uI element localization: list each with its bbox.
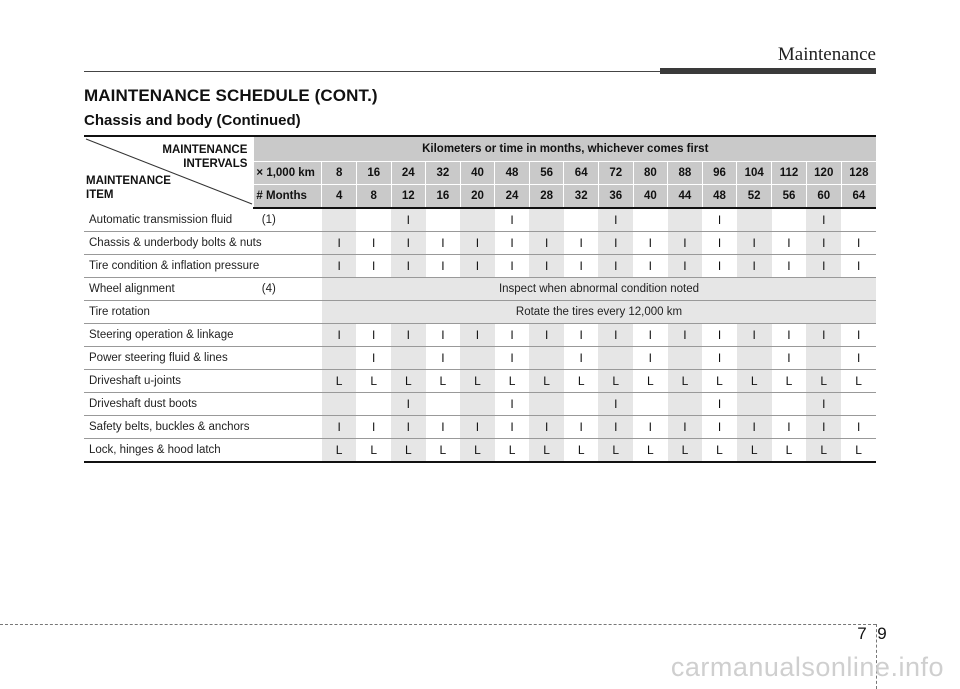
km-interval-120: 120 (806, 162, 841, 185)
months-interval-48: 48 (702, 185, 737, 209)
schedule-cell: L (495, 370, 530, 393)
schedule-cell: L (737, 439, 772, 463)
km-interval-72: 72 (598, 162, 633, 185)
schedule-cell: I (495, 347, 530, 370)
schedule-cell (460, 208, 495, 232)
schedule-cell: L (633, 370, 668, 393)
schedule-cell: I (633, 255, 668, 278)
km-interval-112: 112 (772, 162, 807, 185)
row-label (84, 208, 322, 232)
schedule-cell: I (495, 208, 530, 232)
schedule-cell: I (841, 232, 876, 255)
schedule-cell: L (702, 439, 737, 463)
km-interval-88: 88 (668, 162, 703, 185)
schedule-cell: I (529, 232, 564, 255)
maintenance-schedule-table (84, 135, 876, 463)
schedule-cell (633, 208, 668, 232)
schedule-cell: I (772, 416, 807, 439)
schedule-cell (668, 347, 703, 370)
schedule-cell: L (633, 439, 668, 463)
months-interval-32: 32 (564, 185, 599, 209)
schedule-cell: I (772, 347, 807, 370)
schedule-cell (841, 393, 876, 416)
schedule-cell: L (391, 439, 426, 463)
table-row (84, 255, 876, 278)
chapter-number: 7 (857, 624, 867, 643)
months-interval-28: 28 (529, 185, 564, 209)
months-header-label: # Months (254, 185, 322, 209)
watermark: carmanualsonline.info (670, 652, 944, 682)
schedule-cell: I (702, 393, 737, 416)
schedule-cell: I (737, 324, 772, 347)
schedule-cell: I (633, 416, 668, 439)
schedule-cell: I (633, 232, 668, 255)
schedule-cell: I (702, 208, 737, 232)
months-interval-24: 24 (495, 185, 530, 209)
schedule-cell: I (391, 255, 426, 278)
table-row (84, 232, 876, 255)
schedule-cell (529, 347, 564, 370)
row-label (84, 347, 322, 370)
schedule-cell: I (702, 232, 737, 255)
footer-rule (0, 624, 876, 625)
table-row (84, 278, 876, 301)
months-interval-56: 56 (772, 185, 807, 209)
item-name: Tire condition & inflation pressure (89, 260, 260, 272)
row-label (84, 232, 322, 255)
schedule-cell: I (806, 324, 841, 347)
schedule-cell: L (460, 439, 495, 463)
schedule-cell (322, 347, 357, 370)
table-row (84, 393, 876, 416)
schedule-cell: I (426, 347, 461, 370)
schedule-cell: I (356, 324, 391, 347)
schedule-cell: L (426, 370, 461, 393)
schedule-cell: I (460, 416, 495, 439)
schedule-cell: I (391, 232, 426, 255)
schedule-cell (356, 208, 391, 232)
months-interval-60: 60 (806, 185, 841, 209)
table-corner-header (84, 136, 254, 208)
row-label (84, 278, 322, 301)
schedule-cell: I (598, 255, 633, 278)
schedule-cell: I (322, 416, 357, 439)
schedule-cell: I (841, 416, 876, 439)
schedule-cell (460, 393, 495, 416)
item-name: Tire rotation (89, 306, 150, 318)
table-row (84, 370, 876, 393)
schedule-cell: L (356, 370, 391, 393)
schedule-cell: I (772, 232, 807, 255)
schedule-cell: L (668, 370, 703, 393)
schedule-cell: I (737, 232, 772, 255)
schedule-cell: I (322, 255, 357, 278)
schedule-cell (668, 393, 703, 416)
schedule-cell: I (495, 324, 530, 347)
item-note: (1) (261, 214, 276, 226)
schedule-cell: I (806, 255, 841, 278)
schedule-cell: I (598, 416, 633, 439)
schedule-cell: L (841, 370, 876, 393)
schedule-cell (322, 393, 357, 416)
km-interval-128: 128 (841, 162, 876, 185)
km-interval-8: 8 (322, 162, 357, 185)
schedule-cell: I (391, 416, 426, 439)
table-row (84, 439, 876, 463)
km-interval-96: 96 (702, 162, 737, 185)
section-title: Maintenance (777, 44, 876, 65)
schedule-cell: I (702, 324, 737, 347)
table-row (84, 347, 876, 370)
row-label (84, 301, 322, 324)
schedule-cell: I (668, 232, 703, 255)
months-interval-4: 4 (322, 185, 357, 209)
schedule-cell: L (322, 439, 357, 463)
schedule-cell: I (356, 255, 391, 278)
schedule-cell: I (391, 393, 426, 416)
schedule-cell: L (737, 370, 772, 393)
schedule-cell: I (806, 416, 841, 439)
km-interval-48: 48 (495, 162, 530, 185)
schedule-cell: L (598, 439, 633, 463)
schedule-cell: I (702, 347, 737, 370)
schedule-cell (460, 347, 495, 370)
schedule-cell (529, 208, 564, 232)
schedule-cell: I (564, 232, 599, 255)
schedule-cell: I (426, 416, 461, 439)
row-label (84, 324, 322, 347)
km-interval-24: 24 (391, 162, 426, 185)
schedule-cell: I (668, 324, 703, 347)
schedule-cell: L (322, 370, 357, 393)
schedule-cell: I (841, 347, 876, 370)
schedule-cell: I (598, 393, 633, 416)
item-name: Safety belts, buckles & anchors (89, 421, 250, 433)
schedule-cell: I (633, 347, 668, 370)
km-interval-80: 80 (633, 162, 668, 185)
row-label (84, 255, 322, 278)
schedule-cell: I (426, 232, 461, 255)
schedule-cell (633, 393, 668, 416)
schedule-cell: L (841, 439, 876, 463)
km-interval-56: 56 (529, 162, 564, 185)
months-interval-40: 40 (633, 185, 668, 209)
schedule-cell: I (737, 255, 772, 278)
schedule-cell (426, 208, 461, 232)
item-name: Automatic transmission fluid (89, 214, 233, 226)
months-interval-16: 16 (426, 185, 461, 209)
schedule-cell: I (598, 324, 633, 347)
schedule-cell: L (356, 439, 391, 463)
schedule-cell (426, 393, 461, 416)
item-name: Steering operation & linkage (89, 329, 234, 341)
schedule-cell: I (356, 416, 391, 439)
schedule-cell (737, 347, 772, 370)
table-row (84, 324, 876, 347)
months-interval-20: 20 (460, 185, 495, 209)
table-row (84, 301, 876, 324)
schedule-cell: I (460, 324, 495, 347)
schedule-cell: I (322, 232, 357, 255)
schedule-cell: L (495, 439, 530, 463)
schedule-cell: I (668, 255, 703, 278)
row-label (84, 439, 322, 463)
km-interval-64: 64 (564, 162, 599, 185)
km-interval-104: 104 (737, 162, 772, 185)
schedule-cell: L (806, 439, 841, 463)
schedule-cell (737, 208, 772, 232)
schedule-cell: I (668, 416, 703, 439)
schedule-cell: I (772, 324, 807, 347)
table-row (84, 208, 876, 232)
schedule-cell: I (391, 208, 426, 232)
schedule-cell: I (529, 324, 564, 347)
schedule-cell: L (564, 370, 599, 393)
schedule-cell (772, 393, 807, 416)
page-number (852, 624, 892, 644)
schedule-cell (391, 347, 426, 370)
interval-header: Kilometers or time in months, whichever comes first (254, 136, 876, 162)
row-label (84, 393, 322, 416)
corner-intervals-label: MAINTENANCE INTERVALS (162, 144, 248, 170)
section-subtitle: Chassis and body (Continued) (84, 112, 301, 129)
schedule-cell: I (529, 416, 564, 439)
row-label (84, 370, 322, 393)
schedule-cell: L (460, 370, 495, 393)
item-name: Chassis & underbody bolts & nuts (89, 237, 262, 249)
schedule-cell: I (495, 393, 530, 416)
km-header-label: × 1,000 km (254, 162, 322, 185)
months-interval-12: 12 (391, 185, 426, 209)
schedule-cell: I (356, 347, 391, 370)
schedule-cell (668, 208, 703, 232)
schedule-cell: L (529, 370, 564, 393)
schedule-cell: I (322, 324, 357, 347)
schedule-cell: I (702, 416, 737, 439)
item-note: (4) (261, 283, 276, 295)
corner-item-label: MAINTENANCE ITEM (86, 175, 171, 201)
schedule-cell (356, 393, 391, 416)
km-interval-32: 32 (426, 162, 461, 185)
schedule-cell (529, 393, 564, 416)
schedule-cell: I (772, 255, 807, 278)
schedule-cell (564, 393, 599, 416)
schedule-cell: I (495, 416, 530, 439)
item-name: Driveshaft dust boots (89, 398, 198, 410)
item-name: Lock, hinges & hood latch (89, 444, 221, 456)
schedule-cell: I (564, 324, 599, 347)
item-name: Power steering fluid & lines (89, 352, 228, 364)
schedule-cell: L (529, 439, 564, 463)
row-label (84, 416, 322, 439)
schedule-cell: L (772, 370, 807, 393)
months-interval-8: 8 (356, 185, 391, 209)
schedule-cell: I (529, 255, 564, 278)
schedule-cell: I (356, 232, 391, 255)
schedule-cell: L (598, 370, 633, 393)
schedule-cell: L (391, 370, 426, 393)
header-rule (84, 71, 664, 72)
schedule-cell: L (806, 370, 841, 393)
schedule-cell: I (598, 208, 633, 232)
schedule-cell: L (426, 439, 461, 463)
km-interval-16: 16 (356, 162, 391, 185)
schedule-cell (772, 208, 807, 232)
schedule-cell: I (391, 324, 426, 347)
schedule-cell: I (598, 232, 633, 255)
schedule-cell: I (460, 232, 495, 255)
months-interval-36: 36 (598, 185, 633, 209)
schedule-cell: I (495, 255, 530, 278)
schedule-cell: I (495, 232, 530, 255)
km-interval-40: 40 (460, 162, 495, 185)
schedule-cell: I (806, 208, 841, 232)
page-number-value: 9 (877, 624, 887, 643)
months-interval-64: 64 (841, 185, 876, 209)
schedule-cell: L (702, 370, 737, 393)
schedule-cell (564, 208, 599, 232)
schedule-cell: I (806, 232, 841, 255)
table-row (84, 416, 876, 439)
schedule-cell: I (564, 255, 599, 278)
schedule-cell: I (806, 393, 841, 416)
schedule-cell (841, 208, 876, 232)
schedule-cell (806, 347, 841, 370)
header-rule-accent (660, 68, 876, 74)
item-name: Driveshaft u-joints (89, 375, 182, 387)
schedule-cell: I (426, 324, 461, 347)
schedule-cell: I (633, 324, 668, 347)
months-interval-52: 52 (737, 185, 772, 209)
schedule-cell: I (737, 416, 772, 439)
schedule-cell: I (841, 255, 876, 278)
page-title: MAINTENANCE SCHEDULE (CONT.) (84, 86, 378, 105)
schedule-cell (737, 393, 772, 416)
item-name: Wheel alignment (89, 283, 175, 295)
span-note: Inspect when abnormal condition noted (322, 278, 876, 301)
schedule-cell: L (668, 439, 703, 463)
span-note: Rotate the tires every 12,000 km (322, 301, 876, 324)
schedule-cell: I (702, 255, 737, 278)
schedule-cell: I (564, 416, 599, 439)
schedule-cell (598, 347, 633, 370)
schedule-cell: L (772, 439, 807, 463)
schedule-cell: I (564, 347, 599, 370)
schedule-cell: I (460, 255, 495, 278)
months-interval-44: 44 (668, 185, 703, 209)
schedule-cell: L (564, 439, 599, 463)
schedule-cell: I (841, 324, 876, 347)
schedule-cell: I (426, 255, 461, 278)
schedule-cell (322, 208, 357, 232)
